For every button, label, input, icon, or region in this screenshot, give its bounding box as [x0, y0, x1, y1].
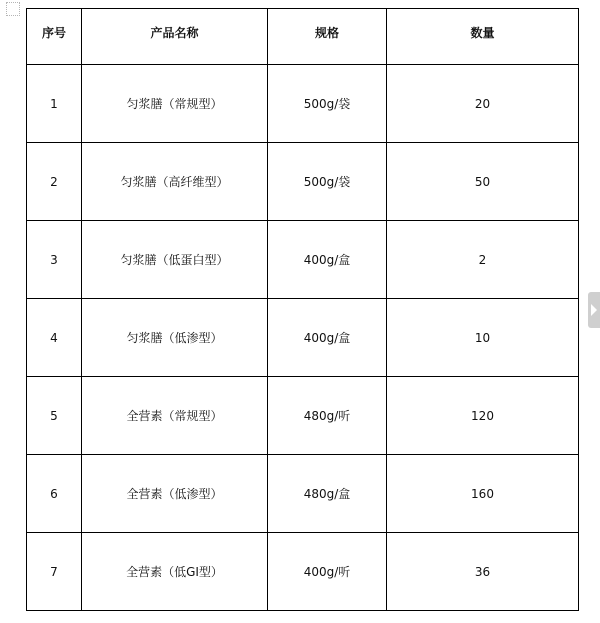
header-no: 序号: [27, 9, 82, 65]
cell-no: 6: [27, 455, 82, 533]
cell-quantity: 50: [387, 143, 579, 221]
cell-quantity: 20: [387, 65, 579, 143]
cell-product-name: 匀浆膳（低渗型）: [82, 299, 268, 377]
cell-quantity: 36: [387, 533, 579, 611]
cell-quantity: 120: [387, 377, 579, 455]
cell-spec: 480g/盒: [268, 455, 387, 533]
cell-product-name: 全营素（常规型）: [82, 377, 268, 455]
cell-spec: 500g/袋: [268, 65, 387, 143]
cell-product-name: 全营素（低渗型）: [82, 455, 268, 533]
cell-spec: 500g/袋: [268, 143, 387, 221]
cell-no: 3: [27, 221, 82, 299]
side-expand-tab[interactable]: [588, 292, 600, 328]
cell-product-name: 全营素（低GI型）: [82, 533, 268, 611]
cell-no: 1: [27, 65, 82, 143]
table-row: [27, 143, 579, 221]
table-row: [27, 377, 579, 455]
header-quantity: 数量: [387, 9, 579, 65]
cell-no: 5: [27, 377, 82, 455]
cell-spec: 400g/盒: [268, 221, 387, 299]
cell-product-name: 匀浆膳（常规型）: [82, 65, 268, 143]
cell-no: 7: [27, 533, 82, 611]
product-table: [26, 8, 579, 611]
cell-product-name: 匀浆膳（低蛋白型）: [82, 221, 268, 299]
table-row: [27, 455, 579, 533]
cell-no: 4: [27, 299, 82, 377]
cell-quantity: 160: [387, 455, 579, 533]
cell-spec: 400g/盒: [268, 299, 387, 377]
header-product-name: 产品名称: [82, 9, 268, 65]
expand-arrow-icon: [591, 304, 597, 316]
cell-spec: 400g/听: [268, 533, 387, 611]
header-spec: 规格: [268, 9, 387, 65]
table-move-handle-icon[interactable]: [6, 2, 20, 16]
table-row: [27, 299, 579, 377]
table-row: [27, 65, 579, 143]
cell-quantity: 2: [387, 221, 579, 299]
cell-product-name: 匀浆膳（高纤维型）: [82, 143, 268, 221]
table-row: [27, 533, 579, 611]
cell-quantity: 10: [387, 299, 579, 377]
table-header-row: [27, 9, 579, 65]
table-row: [27, 221, 579, 299]
cell-no: 2: [27, 143, 82, 221]
cell-spec: 480g/听: [268, 377, 387, 455]
